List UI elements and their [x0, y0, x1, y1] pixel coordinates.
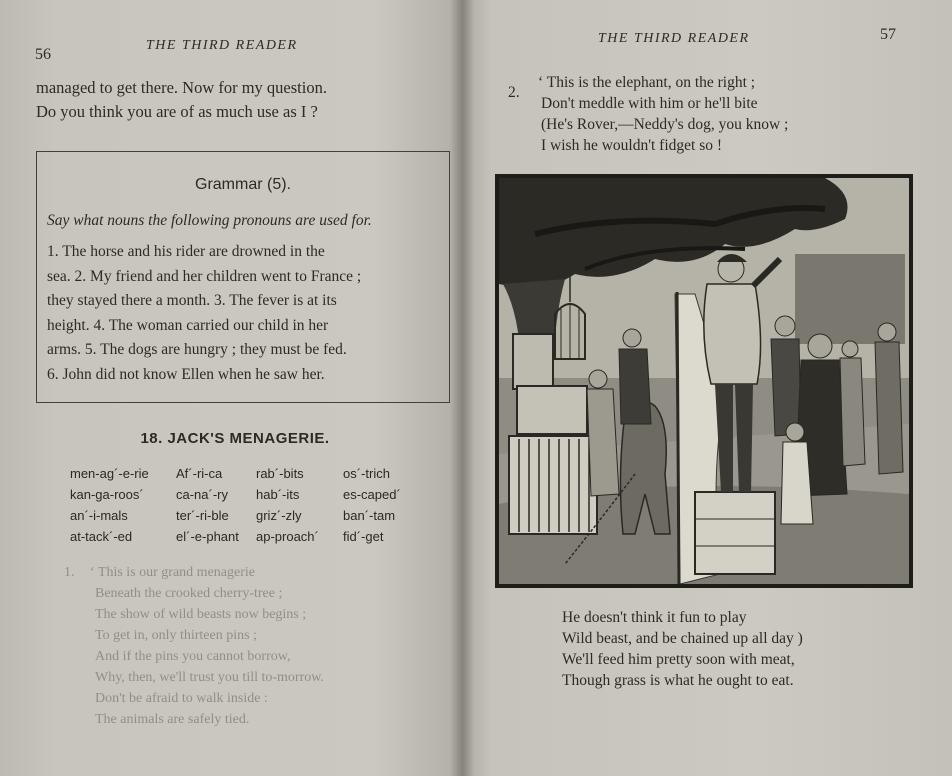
verse-line: And if the pins you cannot borrow, — [95, 649, 291, 664]
verse-line: Wild beast, and be chained up all day ) — [562, 630, 803, 647]
vocab-word: hab´-its — [256, 487, 300, 502]
grammar-box — [36, 151, 450, 403]
verse-line: He doesn't think it fun to play — [562, 609, 747, 626]
left-running-head: THE THIRD READER — [146, 38, 298, 53]
verse-1-number: 1. — [64, 565, 75, 580]
verse-line: To get in, only thirteen pins ; — [95, 628, 257, 643]
vocab-word: kan-ga-roos´ — [70, 487, 144, 502]
grammar-line: they stayed there a month. 3. The fever is at its — [47, 292, 337, 309]
verse-line: ‘ This is our grand menagerie — [90, 565, 255, 580]
vocab-word: Af´-ri-ca — [176, 466, 223, 481]
left-page-number: 56 — [35, 46, 51, 63]
verse-line: Though grass is what he ought to eat. — [562, 672, 794, 689]
grammar-line: height. 4. The woman carried our child in her — [47, 316, 329, 334]
verse-line: The show of wild beasts now begins ; — [95, 607, 307, 622]
vocab-word: rab´-bits — [256, 466, 304, 481]
vocab-word: an´-i-mals — [70, 508, 128, 523]
vocab-word: ter´-ri-ble — [176, 508, 229, 523]
grammar-line: 1. The horse and his rider are drowned in the — [47, 243, 325, 260]
menagerie-illustration — [495, 174, 913, 588]
verse-line: The animals are safely tied. — [95, 712, 250, 727]
grammar-exercise — [47, 240, 442, 387]
verse-2-number: 2. — [508, 84, 520, 101]
lesson-title: 18. JACK'S MENAGERIE. — [140, 430, 330, 447]
intro-line-1: managed to get there. Now for my question. — [36, 78, 327, 97]
vocab-word: fid´-get — [343, 529, 384, 544]
verse-line: Beneath the crooked cherry-tree ; — [95, 586, 283, 601]
vocab-word: ap-proach´ — [256, 529, 319, 544]
book-gutter — [450, 0, 474, 776]
vocab-word: men-ag´-e-rie — [70, 466, 149, 481]
vocab-word: at-tack´-ed — [70, 529, 133, 544]
intro-line-2: Do you think you are of as much use as I ? — [36, 102, 318, 121]
grammar-line: sea. 2. My friend and her children went to France ; — [47, 267, 362, 285]
vocab-word: os´-trich — [343, 466, 390, 481]
right-page-number: 57 — [880, 26, 896, 43]
verse-line: Don't meddle with him or he'll bite — [541, 95, 758, 112]
vocab-word: ban´-tam — [343, 508, 396, 523]
verse-line: (He's Rover,—Neddy's dog, you know ; — [541, 116, 789, 133]
verse-line: We'll feed him pretty soon with meat, — [562, 651, 795, 668]
grammar-line: 6. John did not know Ellen when he saw her. — [47, 365, 325, 383]
verse-line: Don't be afraid to walk inside : — [95, 691, 268, 706]
vocab-word: ca-na´-ry — [176, 487, 229, 502]
right-running-head: THE THIRD READER — [598, 31, 750, 46]
vocab-word: es-caped´ — [343, 487, 401, 502]
vocab-word: griz´-zly — [256, 508, 302, 523]
wooden-crate — [695, 492, 775, 574]
verse-line: Why, then, we'll trust you till to-morrow. — [95, 670, 324, 685]
grammar-line: arms. 5. The dogs are hungry ; they must be fed. — [47, 341, 347, 358]
verse-line: ‘ This is the elephant, on the right ; — [538, 74, 756, 91]
grammar-instruction: Say what nouns the following pronouns are used for. — [47, 212, 372, 229]
grammar-title: Grammar (5). — [195, 176, 291, 193]
verse-line: I wish he wouldn't fidget so ! — [541, 137, 723, 154]
vocab-word: el´-e-phant — [176, 529, 239, 544]
